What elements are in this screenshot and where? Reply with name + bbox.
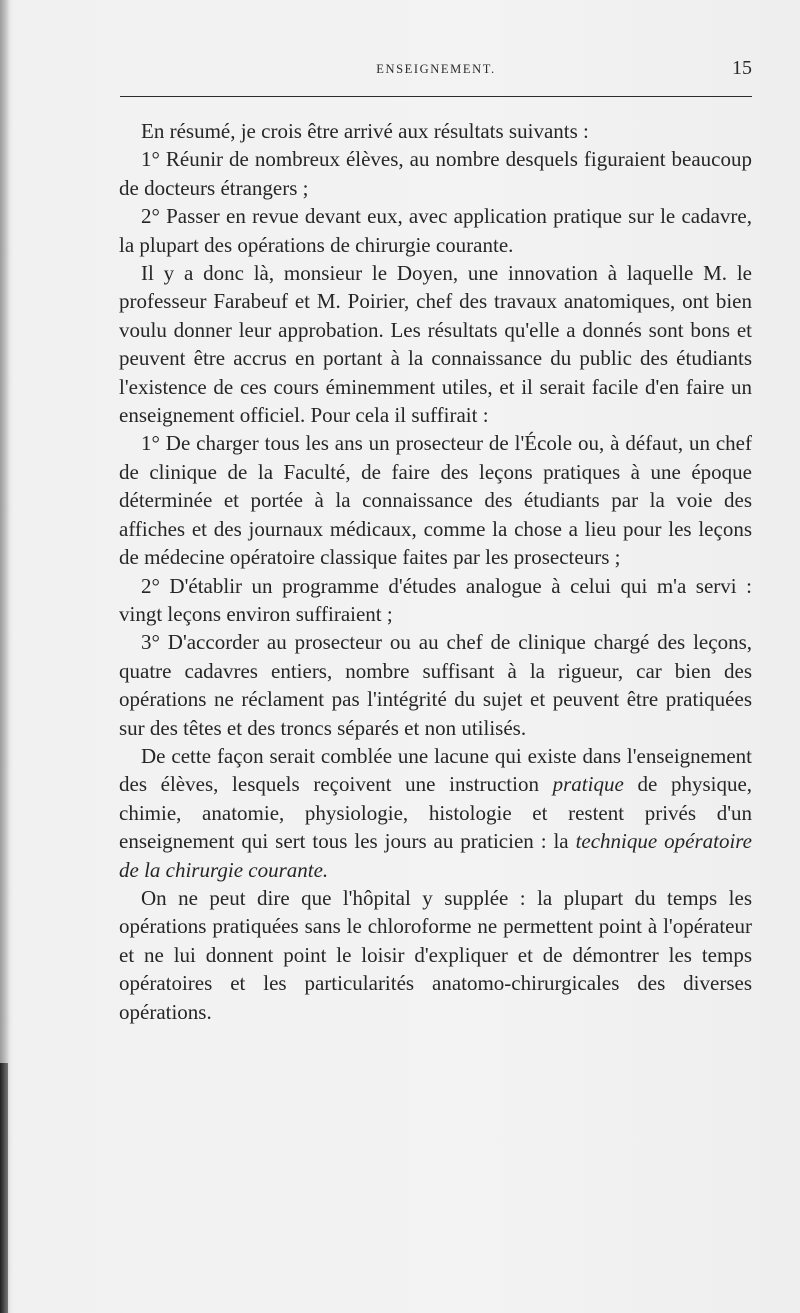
page-edge-tab <box>0 1063 8 1313</box>
body-text <box>119 117 752 1026</box>
lacuna-text-b: de physique, chimie, anatomie, physiologie, histologie et restent privés d'un enseignement qui sert tous les jours au praticien : la <box>119 772 753 854</box>
header-rule <box>120 96 752 97</box>
paragraph-innovation: Il y a donc là, monsieur le Doyen, une innovation à laquelle M. le professeur Farabeuf et M. Poirier, chef des travaux anatomiques, ont bien voulu donner leur approbation. Les résultats qu'elle a donnés sont bons et peuvent être accrus en portant à la connaissance du public des étudiants l'existence de ces cours éminemment utiles, et il serait facile d'en faire un enseignement officiel. Pour cela il suffirait : <box>119 261 752 428</box>
page-header <box>120 59 752 81</box>
lacuna-emphasis-technique: technique opératoire de la chirurgie courante. <box>119 829 753 882</box>
lacuna-emphasis-pratique: pratique <box>552 772 624 797</box>
paragraph-proposal-1: 1° De charger tous les ans un prosecteur de l'École ou, à défaut, un chef de clinique de la Faculté, de faire des leçons pratiques à une époque déterminée et portée à la connaissance des étudiants par la voie des affiches et des journaux médicaux, comme la chose a lieu pour les leçons de médecine opératoire classique faites par les prosecteurs ; <box>119 431 752 570</box>
paragraph-result-1: 1° Réunir de nombreux élèves, au nombre desquels figuraient beaucoup de docteurs étrangers ; <box>119 147 752 200</box>
paragraph-proposal-3: 3° D'accorder au prosecteur ou au chef de clinique chargé des leçons, quatre cadavres entiers, nombre suffisant à la rigueur, car bien des opérations ne réclament pas l'intégrité du sujet et peuvent être pratiquées sur des têtes et des troncs séparés et non utilisés. <box>119 630 752 740</box>
page-number: 15 <box>732 57 752 79</box>
paragraph-result-2: 2° Passer en revue devant eux, avec application pratique sur le cadavre, la plupart des opérations de chirurgie courante. <box>119 204 752 257</box>
paragraph-proposal-2: 2° D'établir un programme d'études analogue à celui qui m'a servi : vingt leçons environ suffiraient ; <box>119 573 752 626</box>
paragraph-summary: En résumé, je crois être arrivé aux résultats suivants : <box>141 119 589 143</box>
lacuna-text-a: De cette façon serait comblée une lacune qui existe dans l'enseignement des élèves, lesquels reçoivent une instruction <box>119 743 752 797</box>
running-head: ENSEIGNEMENT. <box>376 62 496 76</box>
paragraph-lacuna <box>119 742 752 884</box>
paragraph-hospital: On ne peut dire que l'hôpital y supplée : la plupart du temps les opérations pratiquées sans le chloroforme ne permettent point à l'opérateur et ne lui donnent point le loisir d'expliquer et de démontrer les temps opératoires et les particularités anatomo-chirurgicales des diverses opérations. <box>119 885 752 1024</box>
